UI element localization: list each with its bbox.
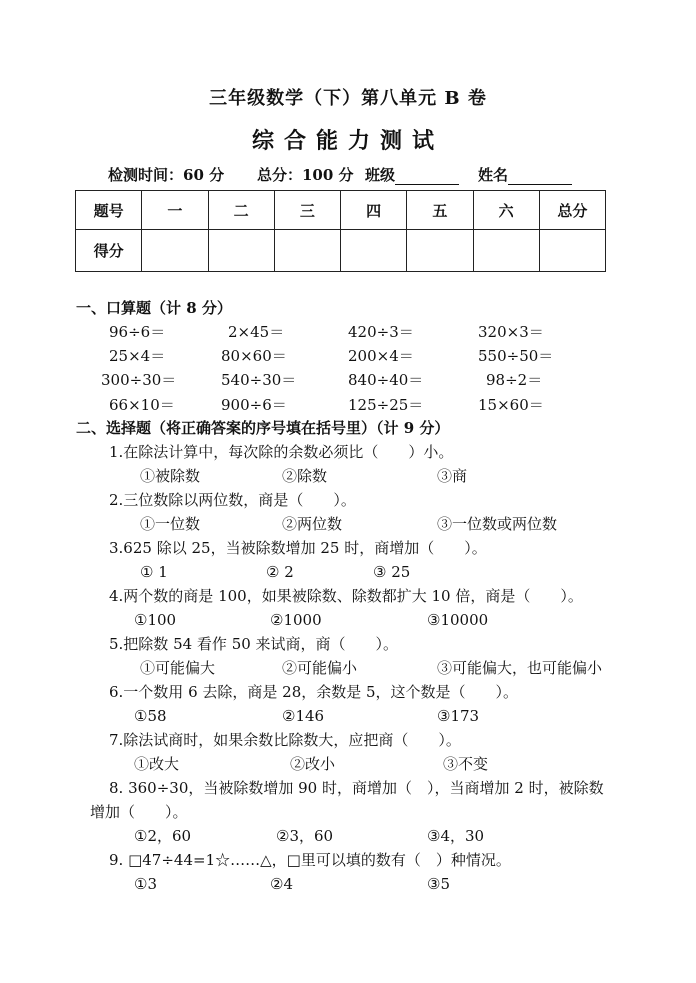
total-label: 总分：100 分: [257, 166, 354, 184]
table-header-cell: 题号: [76, 191, 142, 230]
arithmetic-item: 80×60＝: [221, 347, 287, 365]
option[interactable]: ② 2: [266, 563, 294, 581]
score-cell[interactable]: [341, 230, 407, 272]
question-4: 4.两个数的商是 100，如果被除数、除数都扩大 10 倍，商是（ ）。: [109, 587, 583, 605]
option[interactable]: ③173: [437, 707, 480, 725]
option[interactable]: ②可能偏小: [282, 659, 358, 677]
score-table-score-row: [76, 230, 606, 272]
score-row-label: 得分: [76, 230, 142, 272]
class-field[interactable]: [365, 165, 459, 185]
option[interactable]: ①3: [134, 875, 157, 893]
score-cell[interactable]: [142, 230, 208, 272]
name-label: 姓名: [478, 166, 509, 184]
time-label: 检测时间：60 分: [108, 166, 225, 184]
arithmetic-item: 420÷3＝: [348, 323, 414, 341]
option[interactable]: ②146: [282, 707, 325, 725]
question-7: 7.除法试商时，如果余数比除数大，应把商（ ）。: [109, 731, 461, 749]
table-header-cell: 六: [473, 191, 539, 230]
arithmetic-item: 840÷40＝: [348, 371, 424, 389]
option[interactable]: ③一位数或两位数: [437, 515, 558, 533]
name-blank: [508, 170, 572, 185]
option[interactable]: ①可能偏大: [140, 659, 216, 677]
score-cell[interactable]: [473, 230, 539, 272]
arithmetic-item: 300÷30＝: [101, 371, 177, 389]
option[interactable]: ③ 25: [373, 563, 411, 581]
arithmetic-item: 15×60＝: [478, 396, 544, 414]
option[interactable]: ②除数: [282, 467, 328, 485]
option[interactable]: ①100: [134, 611, 177, 629]
table-header-cell: 五: [407, 191, 473, 230]
table-header-cell: 四: [341, 191, 407, 230]
option[interactable]: ②改小: [290, 755, 336, 773]
option[interactable]: ②两位数: [282, 515, 343, 533]
arithmetic-item: 25×4＝: [109, 347, 166, 365]
option[interactable]: ①2，60: [134, 827, 192, 845]
section2-heading: 二、选择题（将正确答案的序号填在括号里）（计 9 分）: [76, 419, 450, 437]
question-8-continued: 增加（ ）。: [90, 803, 188, 821]
option[interactable]: ③不变: [443, 755, 489, 773]
table-header-cell: 总分: [539, 191, 605, 230]
class-label: 班级: [365, 166, 396, 184]
score-table: [75, 190, 606, 272]
option[interactable]: ③可能偏大，也可能偏小: [437, 659, 603, 677]
score-cell[interactable]: [539, 230, 605, 272]
arithmetic-item: 200×4＝: [348, 347, 414, 365]
option[interactable]: ① 1: [140, 563, 168, 581]
section1-heading: 一、口算题（计 8 分）: [76, 299, 232, 317]
question-9: 9. □47÷44=1☆……△，□里可以填的数有（ ）种情况。: [109, 851, 511, 869]
arithmetic-item: 900÷6＝: [221, 396, 287, 414]
option[interactable]: ③10000: [427, 611, 489, 629]
question-2: 2.三位数除以两位数，商是（ ）。: [109, 491, 356, 509]
score-cell[interactable]: [407, 230, 473, 272]
option[interactable]: ①58: [134, 707, 167, 725]
exam-title: 三年级数学（下）第八单元 B 卷: [209, 88, 487, 109]
table-header-cell: 二: [208, 191, 274, 230]
arithmetic-item: 98÷2＝: [486, 371, 543, 389]
score-cell[interactable]: [208, 230, 274, 272]
option[interactable]: ①改大: [134, 755, 180, 773]
option[interactable]: ②3，60: [276, 827, 334, 845]
exam-subtitle: 综合能力测试: [251, 128, 444, 154]
table-header-cell: 一: [142, 191, 208, 230]
score-cell[interactable]: [274, 230, 340, 272]
option[interactable]: ③4，30: [427, 827, 485, 845]
score-table-header-row: [76, 191, 606, 230]
question-3: 3.625 除以 25，当被除数增加 25 时，商增加（ ）。: [109, 539, 487, 557]
question-6: 6.一个数用 6 去除，商是 28，余数是 5，这个数是（ ）。: [109, 683, 519, 701]
option[interactable]: ③5: [427, 875, 450, 893]
class-blank: [395, 170, 459, 185]
arithmetic-item: 66×10＝: [109, 396, 175, 414]
arithmetic-item: 125÷25＝: [348, 396, 424, 414]
arithmetic-item: 2×45＝: [228, 323, 285, 341]
option[interactable]: ①被除数: [140, 467, 201, 485]
option[interactable]: ③商: [437, 467, 468, 485]
option[interactable]: ②1000: [270, 611, 322, 629]
question-8: 8. 360÷30，当被除数增加 90 时，商增加（ ），当商增加 2 时，被除数: [109, 779, 604, 797]
question-1: 1.在除法计算中，每次除的余数必须比（ ）小。: [109, 443, 454, 461]
question-5: 5.把除数 54 看作 50 来试商，商（ ）。: [109, 635, 399, 653]
arithmetic-item: 550÷50＝: [478, 347, 554, 365]
arithmetic-item: 540÷30＝: [221, 371, 297, 389]
arithmetic-item: 320×3＝: [478, 323, 544, 341]
table-header-cell: 三: [274, 191, 340, 230]
name-field[interactable]: [478, 165, 572, 185]
option[interactable]: ①一位数: [140, 515, 201, 533]
option[interactable]: ②4: [270, 875, 293, 893]
arithmetic-item: 96÷6＝: [109, 323, 166, 341]
